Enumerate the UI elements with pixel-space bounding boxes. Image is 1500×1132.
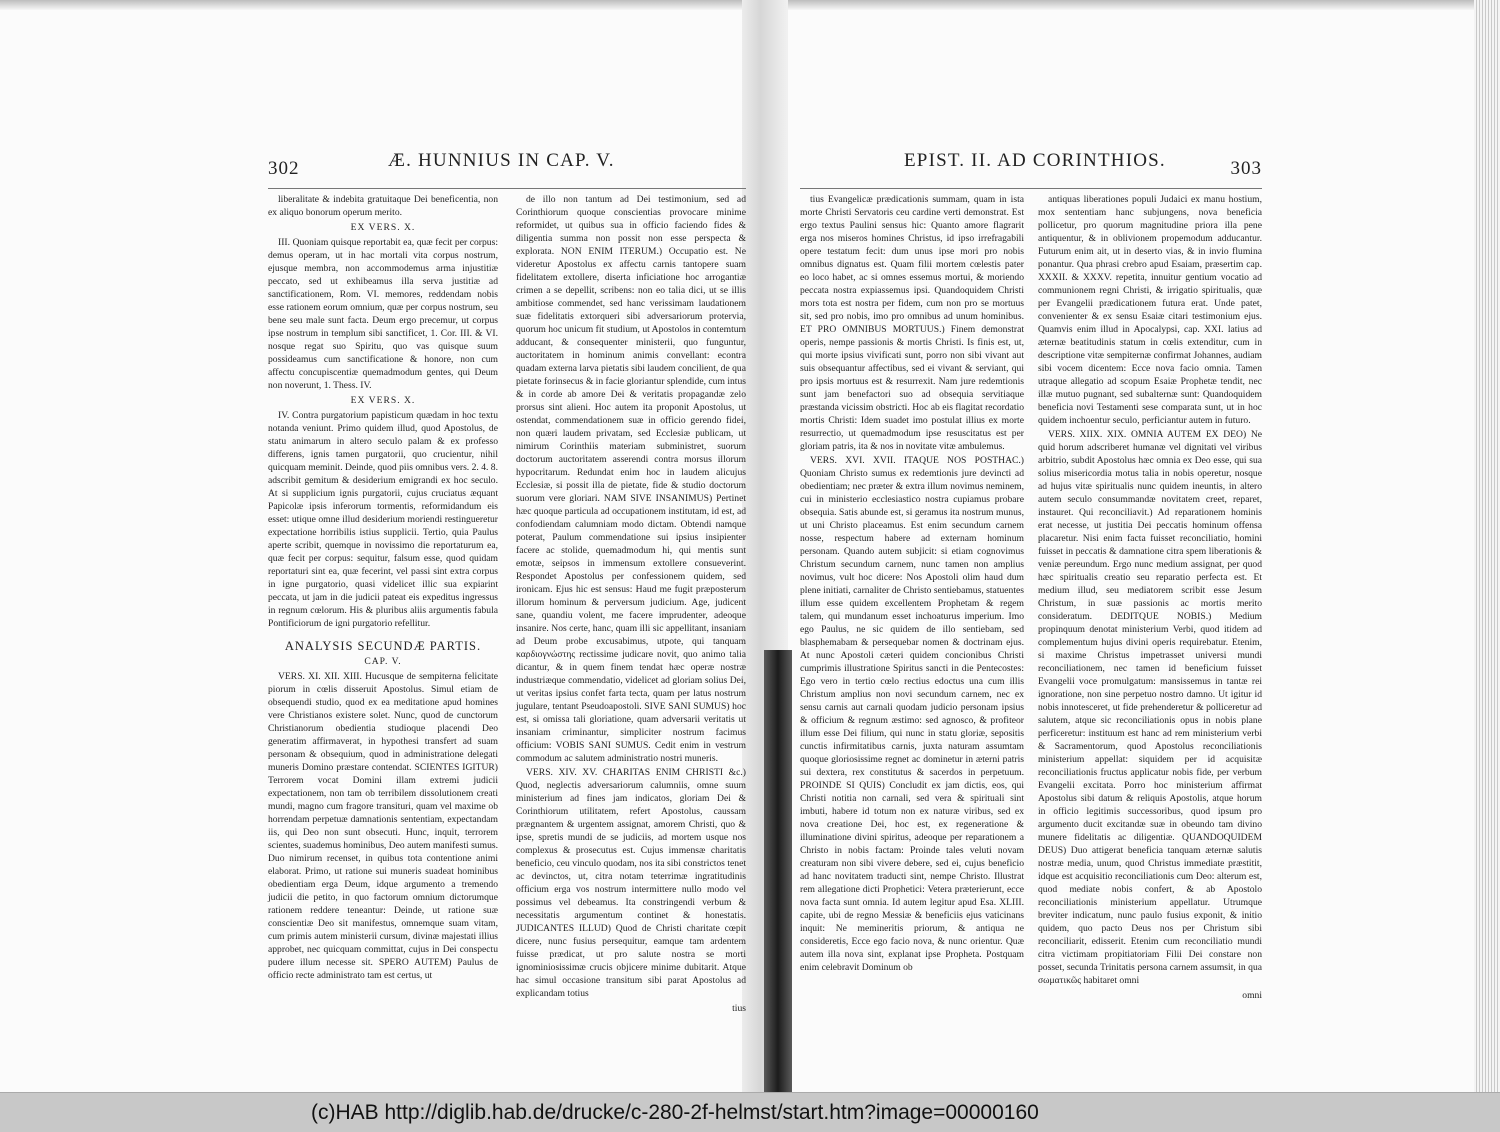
paragraph: VERS. XIV. XV. CHARITAS ENIM CHRISTI &c.) Quod, neglectis adversariorum calumniis, omne suum ministerium ad fines jam indicatos, gloriam Dei & Corinthiorum utilitatem, refert Apostolus, caussam prægnantem & urgentem assignat, amorem Christi, quo & ipse, spretis mundi de se judiciis, ad mortem usque nos complexus & prosecutus est. Cujus immensæ charitatis beneficio, ceu vinculo quodam, nos ita sibi constrictos tenet ac devinctos, ut, citra notam teterrimæ ingratitudinis officium erga vos nostrum intermittere nullo modo vel possimus vel debeamus. Ita constringendi verbum & necessitatis argumentum continet & honestatis. JUDICANTES ILLUD) Quod de Christi charitate cœpit dicere, nunc fusius persequitur, eamque tam ardentem fuisse prædicat, ut pro salute nostra se morti ignominiosissimæ crucis objicere minime dubitarit. Atque hac simul occasione transitum sibi parat Apostolus ad explicandam totius [516, 767, 746, 999]
left-running-head: Æ. HUNNIUS IN CAP. V. [388, 150, 615, 171]
paragraph: IV. Contra purgatorium papisticum quædam in hoc textu notanda veniunt. Primo quidem illud, quod Apostolus, de statu animarum in altero seculo palam & ex professo differens, ignis tamen purgatorii, quo crucientur, nihil quicquam meminit. Deinde, quod piis omnibus vers. 2. 4. 8. adscribit gemitum & desiderium emigrandi ex hoc seculo. At si supplicium ignis purgatorii, cujus cruciatus æquant Papicolæ ipsis inferorum tormentis, reformidandum eis esset: utique omne illud desiderium moriendi restingueretur expectatione horribilis istius supplicii. Tertio, quia Paulus aperte scribit, quemque in novissimo die reportaturum ea, quæ fecit per corpus: sequitur, falsum esse, quod quidam reportaturi sint ea, quæ fecerint, vel passi sint extra corpus in igne purgatorio, quasi videlicet illic sua expiarint peccata, ut jam in die judicii pateat eis expeditus ingressus in regnum cœlorum. His & pluribus aliis argumentis fabula Pontificiorum de igni purgatorio refellitur. [268, 410, 498, 629]
paragraph: antiquas liberationes populi Judaici ex manu hostium, mox sententiam hanc subjungens, nova beneficia pollicetur, pro quorum magnitudine priora illa pene antiquentur, & in oblivionem propemodum adducantur. Futurum enim ait, ut in deserto vias, & in invio flumina ponantur. Qua phrasi crebro apud Esaiam, præsertim cap. XXXII. & XXXV. repetita, innuitur gentium vocatio ad communionem regni Christi, & irrigatio spiritualis, quæ per Evangelii prædicationem futura erat. Unde patet, convenienter & ex sensu Esaiæ citari testimonium ejus. Quamvis enim illud in Apocalypsi, cap. XXI. latius ad æternæ beatitudinis statum in cœlis extenditur, cum in descriptione vitæ sempiternæ confirmat Johannes, audiam sibi vocem dicentem: Ecce nova facio omnia. Tamen utraque allegatio ad scopum Esaiæ Prophetæ tendit, nec illæ mutuo pugnant, sed subalternæ sunt: Quandoquidem beneficia novi Testamenti sese comparata sunt, ut in hoc quidem inchoentur seculo, perficiantur autem in futuro. [1038, 194, 1262, 426]
section-heading: EX VERS. X. [350, 222, 416, 233]
left-page [268, 148, 746, 1014]
right-running-head: EPIST. II. AD CORINTHIOS. [904, 150, 1166, 171]
left-page-column-2 [516, 193, 746, 1016]
left-page-columns [268, 193, 746, 1016]
right-page-column-1 [800, 193, 1024, 1003]
left-page-column-1 [268, 193, 498, 1016]
book-spine-shadow [764, 650, 792, 1092]
right-page-columns [800, 193, 1262, 1003]
paragraph: VERS. XVI. XVII. ITAQUE NOS POSTHAC.) Quoniam Christo sumus ex redemtionis jure devincti ad obedientiam; nec præter & extra illum novimus neminem, cui in ministerio ecclesiastico nostra cupiamus probare obsequia. Satis abunde est, si geramus ita nostrum munus, ut uni Christo placeamus. Est enim secundum carnem nosse, respectum habere ad externam hominum personam. Quando autem subjicit: si etiam cognovimus Christum secundum carnem, nunc tamen non amplius novimus, vult hoc dicere: Nos Apostoli olim haud dum plene initiati, carnaliter de Christo sentiebamus, statuentes illum esse quidem excellentem Prophetam & regem talem, qui mundanum esset inchoaturus imperium. Imo ego Paulus, ne sic quidem de illo sentiebam, sed blasphemabam & persequebar nomen & doctrinam ejus. At nunc Apostoli cæteri quidem concionibus Christi cumprimis illustratione Spiritus sancti in die Pentecostes: Ego vero in tertio cœlo rectius edoctus una cum illis Christum amplius non novi secundum carnem, nec ex sensu carnis aut carnali quodam judicio personam ipsius & officium & regnum æstimo: sed agnosco, & profiteor illum esse Dei filium, qui nunc in statu gloriæ, sepositis cunctis infirmitatibus carnis, juxta naturam assumtam quoque gloriosissime regnet ac dominetur in æterni patris sui dextera, rex constitutus & sacerdos in perpetuum. PROINDE SI QUIS) Concludit ex jam dictis, eos, qui Christi notitia non carnali, sed vera & spirituali sint imbuti, habere id totum non ex naturæ viribus, sed ex nova creatione Dei, hoc est, ex regeneratione & illuminatione divini spiritus, adeoque per reparationem a Christo in nobis factam: Proinde tales veluti novam creaturam non sibi vivere debere, sed ei, cujus beneficio ad hanc novitatem traducti sint, nempe Christo. Illustrat rem allegatione dicti Prophetici: Vetera præterierunt, ecce nova facta sunt omnia. Id autem legitur apud Esa. XLIII. capite, ubi de regno Messiæ & beneficiis ejus vaticinans inquit: Ne memineritis priorum, & antiqua ne consideretis, Ecce ego facio nova, & nunc orientur. Quæ autem illa nova sint, explanat ipse Propheta. Postquam enim celebravit Dominum ob [800, 455, 1024, 973]
right-page-number: 303 [1230, 158, 1262, 179]
paragraph: tius Evangelicæ prædicationis summam, quam in ista morte Christi Servatoris ceu cardine verti demonstrat. Est ergo textus Paulini sensus hic: Quanto amore flagrarit erga nos miseros homines Christus, id ipso irrefragabili opere testatum fecit: dum unus ipse mori pro nobis omnibus dignatus est. Quam filii mortem cœlestis pater eo loco habet, ac si omnes essemus mortui, & moriendo peccata nostra expiassemus ipsi. Quandoquidem Christi mors tota est nostra per fidem, cum non pro se mortuus sit, sed pro nobis, imo pro omnibus ad unum hominibus. ET PRO OMNIBUS MORTUUS.) Finem demonstrat operis, nempe passionis & mortis Christi. Is finis est, ut, qui morte ipsius vivificati sunt, porro non sibi vivant aut suis obsequantur affectibus, sed ei vivant & serviant, qui pro ipsis mortuus est & resurrexit. Nam jure redemtionis sunt jam benefactori suo ad obsequia servitiaque præstanda vicissim obstricti. Hoc ab eis flagitat recordatio mortis Christi: Idem suadet imo postulat illius ex morte resurrectio, ut quemadmodum ipse resuscitatus est per gloriam patris, ita & nos in novitate vitæ ambulemus. [800, 194, 1024, 452]
page-edges [1474, 0, 1500, 1092]
copyright-credit: (c)HAB http://diglib.hab.de/drucke/c-280-2f-helmst/start.htm?image=00000160 [311, 1101, 1039, 1124]
left-page-number: 302 [268, 158, 300, 179]
catchword: tius [732, 1003, 746, 1014]
paragraph: VERS. XIIX. XIX. OMNIA AUTEM EX DEO) Ne quid horum adscriberet humanæ vel dignitati vel viribus arbitrio, subdit Apostolus hæc omnia ex Deo esse, qui sua solius misericordia motus talia in nobis operetur, nosque ad hujus vitæ spiritualis nunc quidem ineuntis, in altero autem seculo consummandæ novitatem creet, reparet, instauret. Qui reconciliavit.) Ad reparationem hominis erat necesse, ut justitia Dei peccatis hominum offensa placaretur. Nisi enim facta fuisset reconciliatio, homini fuisset in peccatis & damnatione citra spem liberationis & veniæ pereundum. Ergo nunc medium assignat, per quod hæc spiritualis creatio seu reparatio perfecta est. Et medium illud, seu mediatorem scribit esse Jesum Christum, in suæ passionis ac mortis merito consideratum. DEDITQUE NOBIS.) Medium propinquum denotat ministerium Verbi, quod itidem ad complementum hujus divini operis requirebatur. Etenim, si maxime Christus impetrasset universi mundi reconciliationem, nec tamen id beneficium fuisset Evangelii voce promulgatum: mansissemus in tantæ rei ignoratione, non sine perpetuo nostro damno. Ut igitur id nobis innotesceret, ut fide prehenderetur & polliceretur ad salutem, atque sic reconciliationis opus in nobis plane perficeretur: instituum est hanc ad rem ministerium verbi & Sacramentorum, quod Apostolus reconciliationis ministerium appellat: siquidem per id acquisitæ reconciliationis fructus applicatur nobis fide, per verbum Evangelii excitata. Porro hoc ministerium affirmat Apostolus sibi datum & reliquis Apostolis, atque horum in officio legitimis successoribus, quod ipsum pro argumento ducit excitandæ suæ in obeundo tam divino munere fidelitatis ac diligentiæ. QUANDOQUIDEM DEUS) Duo attigerat beneficia tanquam æternæ salutis nostræ media, unum, quod Christus immediate præstitit, idque est acquisitio reconciliationis cum Deo: alterum est, quod mediate nobis confert, & ab Apostolo reconciliationis ministerium appellatur. Utrumque breviter indicatum, nunc paulo fusius exponit, & initio quidem, quo pacto Deus nos per Christum sibi reconciliarit, edisserit. Etenim cum reconciliatio mundi citra victimam propitiatoriam Filii Dei constare non posset, secunda Trinitatis persona carnem assumsit, in qua σωματικῶς habitaret omni [1038, 429, 1262, 986]
section-heading: EX VERS. X. [350, 395, 416, 406]
paragraph: VERS. XI. XII. XIII. Hucusque de sempiterna felicitate piorum in cœlis disseruit Apostolus. Simul etiam de obsequendi studio, quod ex ea meditatione apud homines vere Christianos existere solet. Nunc, quod de cunctorum Christianorum obedientia studioque placendi Deo generatim affirmaverat, in hypothesi transfert ad suam personam & obsequium, quod in administratione delegati muneris Domino præstare contendat. SCIENTES IGITUR) Terrorem vocat Domini illam extremi judicii expectationem, non tam ob terribilem dissolutionem creati mundi, magno cum fragore transituri, quam vel maxime ob horrendam perpetuæ damnationis sententiam, expectandam iis, qui Deo non sunt obsecuti. Hunc, inquit, terrorem scientes, suademus hominibus, Deo autem manifesti sumus. Duo nimirum recenset, in quibus tota contentione animi elaborat. Primo, ut ratione sui muneris suadeat hominibus obedientiam erga Deum, idque argumento a tremendo judicii die petito, in quo factorum omnium dictorumque rationem reddere teneantur: Deinde, ut ratione suæ conscientiæ Deo sit manifestus, omnemque suam vitam, cum primis autem ministerii cursum, divinæ majestati illius approbet, nec quicquam committat, cujus in Dei conspectu pudere illum necesse sit. SPERO AUTEM) Paulus de officio recte administrato tam est certus, ut [268, 671, 498, 981]
left-page-header [268, 148, 746, 189]
catchword: omni [1242, 990, 1262, 1001]
right-page-column-2 [1038, 193, 1262, 1003]
paragraph: III. Quoniam quisque reportabit ea, quæ fecit per corpus: demus operam, ut in hac mortali vita corpus nostrum, ejusque membra, non accommodemus arma injustitiæ peccato, sed ut exhibeamus illa serva justitiæ ad sanctificationem, Rom. VI. memores, reddendam nobis esse rationem eorum omnium, quæ per corpus nostrum, seu bene seu male sunt facta. Deum ergo precemur, ut corpus ipse nostrum in templum sibi sanctificet, 1. Cor. III. & VI. nosque regat suo Spiritu, quo vas quisque suum possideamus cum sanctificatione & honore, non cum affectu concupiscentiæ quemadmodum gentes, qui Deum non noverunt, 1. Thess. IV. [268, 237, 498, 391]
analysis-heading: ANALYSIS SECUNDÆ PARTIS. [284, 639, 482, 653]
right-page [800, 148, 1262, 1008]
copyright-banner [0, 1092, 1500, 1132]
chapter-heading: CAP. V. [364, 656, 402, 667]
right-page-header [800, 148, 1262, 189]
paragraph: de illo non tantum ad Dei testimonium, sed ad Corinthiorum quoque conscientias provocare minime reformidet, ut quibus sua in officio faciendo fides & diligentia summa non possit non esse perspecta & explorata. NON ENIM ITERUM.) Occupatio est. Ne videretur Apostolus ex affectu carnis tantopere suam fidelitatem extollere, diserta inficiatione hoc arrogantiæ crimen a se depellit, scribens: non eo talia dici, ut se illis ambitiose commendet, sed hanc verissimam laudationem suæ fidelitatis extorqueri sibi adversariorum protervia, quorum hoc unicum fit studium, ut Apostolos in contemtum adducant, & consequenter ministerii, quo funguntur, auctoritatem in hominum animis convellant: econtra quadam externa larva pietatis sibi laudem concilient, de qua pietate forinsecus & in facie gloriantur splendide, cum intus & in corde ab amore Dei & veritatis propagandæ zelo prorsus sint alieni. Hoc autem ita proponit Apostolus, ut ostendat, commendationem suæ in officio gerendo fidei, non quæri laudem privatam, sed Ecclesiæ publicam, ut nimirum Corinthiis materiam subministret, suorum doctorum auctoritatem asserendi contra morsus illorum hypocritarum. Redundat enim hoc in laudem alicujus Ecclesiæ, si possit illa de pietate, fide & studio doctorum suorum vere gloriari. NAM SIVE INSANIMUS) Pertinet hæc quoque particula ad occupationem institutam, id est, ad confodiendam calumniam modo dictam. Obtendi namque poterat, Paulum commendatione sui ipsius insipienter facere ac stolide, quemadmodum hi, qui mentis sunt emotæ, seipsos in immensum extollere consueverint. Respondet Apostolus per confessionem quidem, sed ironicam. Ejus hic est sensus: Haud me fugit præposterum illorum hominum & perversum judicium. Age, judicent sane, quandiu volent, me facere imprudenter, adeoque insanire. Nos certe, hanc, quam illi sic appellitant, insaniam ad Deum probe excusabimus, utpote, qui tanquam καρδιογνώστης rectissime judicare novit, quo animo talia dicantur, & in quem finem tendat hæc operæ nostræ industriæque commendatio, videlicet ad gloriam solius Dei, ut veritas ipsius confet farta tecta, quam per latus nostrum jugulare, tentant Pseudoapostoli. SIVE SANI SUMUS) hoc est, si omissa tali gloriatione, quam adversarii veritatis ut insaniam criminantur, simpliciter nostrum facimus officium: VOBIS SANI SUMUS. Cedit enim in vestrum commodum ac salutem administratio nostri muneris. [516, 194, 746, 764]
paragraph: liberalitate & indebita gratuitaque Dei beneficentia, non ex aliquo bonorum operum merito. [268, 194, 498, 218]
